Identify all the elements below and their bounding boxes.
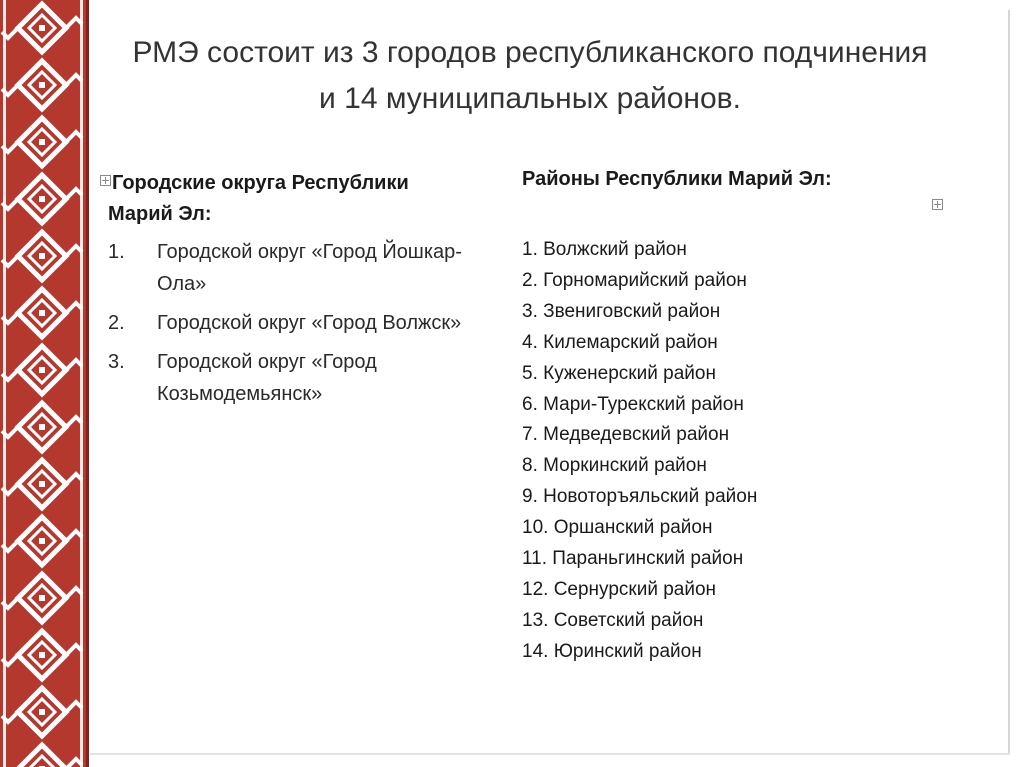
city-district-item [100,307,480,339]
district-item: 12. Сернурский район [522,578,717,600]
district-item: 1. Волжский район [522,239,687,260]
city-district-name: Городской округ «Город Йошкар-Ола» [157,241,462,295]
district-item: 5. Куженерский район [522,362,716,384]
district-item: 8. Моркинский район [522,455,707,477]
district-item: 10. Оршанский район [522,517,713,539]
slide-right-edge [1008,10,1010,755]
district-item: 9. Новоторъяльский район [522,486,758,508]
city-district-number: 1. [108,241,125,263]
city-district-item [100,236,480,300]
ornament-border-line [86,0,89,767]
district-item: 13. Советский район [522,609,704,631]
city-district-name: Городской округ «Город Козьмодемьянск» [157,351,377,405]
city-district-number: 3. [108,351,125,373]
districts-heading: Районы Республики Марий Эл: [522,168,832,190]
ornament-pattern-icon [0,0,86,767]
city-districts-column [100,168,480,417]
city-district-name: Городской округ «Город Волжск» [157,312,462,334]
district-item: 14. Юринский район [522,640,702,662]
city-districts-heading-line2: Марий Эл: [108,203,212,225]
district-item: 7. Медведевский район [522,424,730,446]
district-item: 11. Параньгинский район [522,548,744,570]
ornament-band [0,0,86,767]
city-district-item [100,346,480,410]
district-item: 6. Мари-Турекский район [522,393,744,415]
districts-list [522,235,902,668]
expand-plus-icon[interactable] [100,175,111,186]
district-item: 3. Звениговский район [522,300,721,322]
slide-bottom-edge [90,753,1010,755]
city-district-number: 2. [108,312,125,334]
expand-plus-icon[interactable] [932,199,943,210]
slide-title: РМЭ состоит из 3 городов республиканского подчинения и 14 муниципальных районов. [132,36,928,115]
districts-column [522,164,902,668]
district-item: 4. Килемарский район [522,331,718,353]
district-item: 2. Горномарийский район [522,269,747,291]
city-districts-list [100,236,480,410]
city-districts-heading [100,168,480,230]
city-districts-heading-line1: Городские округа Республики [112,172,409,194]
